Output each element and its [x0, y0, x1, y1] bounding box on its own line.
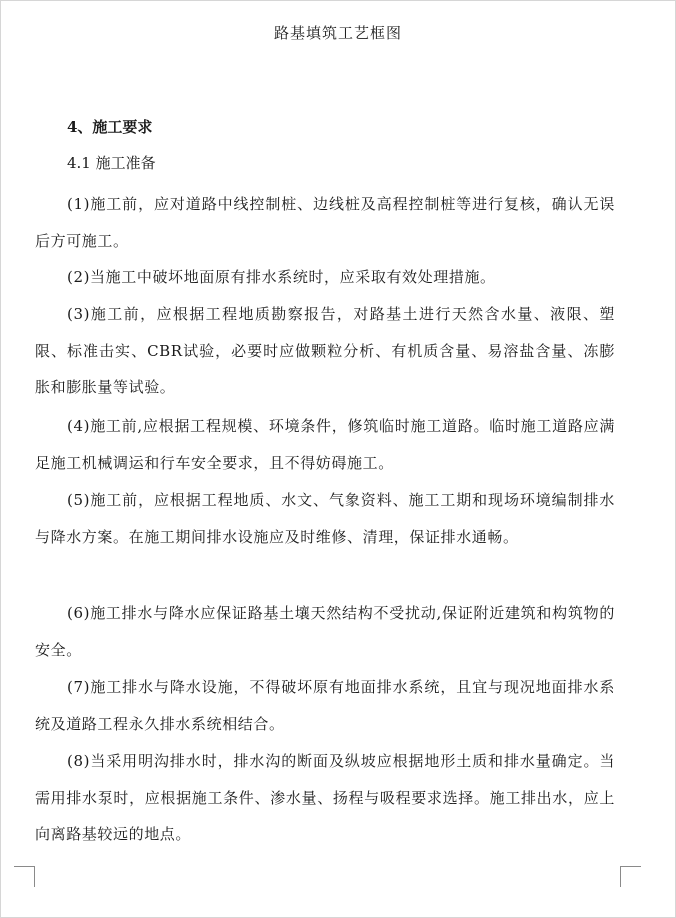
margin-corner-mark-left: [14, 866, 35, 887]
paragraph-2: (2)当施工中破坏地面原有排水系统时，应采取有效处理措施。: [67, 268, 496, 286]
paragraph-8: (8)当采用明沟排水时，排水沟的断面及纵坡应根据地形土质和排水量确定。当需用排水泵时，应根据施工条件、渗水量、扬程与吸程要求选择。施工排出水，应上向离路基较远的地点。: [35, 752, 615, 843]
paragraph-6: (6)施工排水与降水应保证路基土壤天然结构不受扰动,保证附近建筑和构筑物的安全。: [35, 604, 615, 659]
subsection-heading: 4.1 施工准备: [67, 154, 156, 172]
paragraph-7: (7)施工排水与降水设施，不得破坏原有地面排水系统，且宜与现况地面排水系统及道路工程永久排水系统相结合。: [35, 678, 615, 733]
paragraph-4: (4)施工前,应根据工程规模、环境条件，修筑临时施工道路。临时施工道路应满足施工机械调运和行车安全要求，且不得妨碍施工。: [35, 417, 615, 472]
margin-corner-mark-right: [620, 866, 641, 887]
paragraph-3: (3)施工前，应根据工程地质勘察报告，对路基土进行天然含水量、液限、塑限、标准击实、CBR试验，必要时应做颗粒分析、有机质含量、易溶盐含量、冻膨胀和膨胀量等试验。: [35, 305, 615, 396]
document-title: 路基填筑工艺框图: [273, 24, 402, 42]
section-heading: 4、施工要求: [67, 118, 153, 136]
paragraph-1: (1)施工前，应对道路中线控制桩、边线桩及高程控制桩等进行复核，确认无误后方可施工。: [35, 195, 615, 250]
paragraph-5: (5)施工前，应根据工程地质、水文、气象资料、施工工期和现场环境编制排水与降水方案。在施工期间排水设施应及时维修、清理，保证排水通畅。: [35, 491, 615, 546]
